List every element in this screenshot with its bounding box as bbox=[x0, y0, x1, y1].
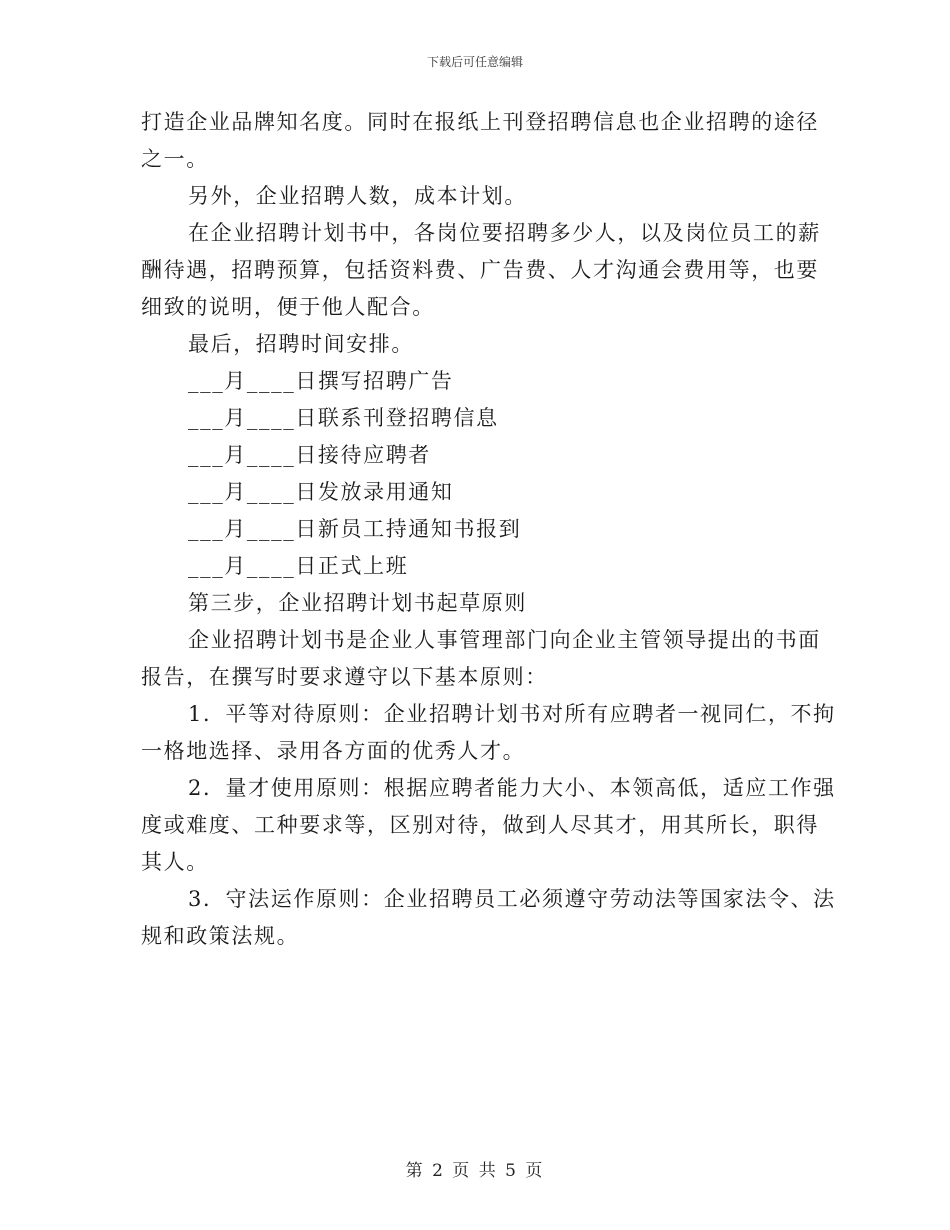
text-line: 规和政策法规。 bbox=[141, 924, 300, 948]
principle-line: 2．量才使用原则：根据应聘者能力大小、本领高低，适应工作强 bbox=[188, 776, 836, 800]
text-line: 酬待遇，招聘预算，包括资料费、广告费、人才沟通会费用等，也要 bbox=[141, 258, 819, 282]
page-footer: 第 2 页 共 5 页 bbox=[405, 1161, 545, 1181]
principle-line: 3．守法运作原则：企业招聘员工必须遵守劳动法等国家法令、法 bbox=[188, 887, 836, 911]
schedule-line: ___月____日发放录用通知 bbox=[188, 480, 454, 504]
text-line: 一格地选择、录用各方面的优秀人才。 bbox=[141, 739, 526, 763]
text-line: 其人。 bbox=[141, 850, 209, 874]
text-line: 细致的说明，便于他人配合。 bbox=[141, 295, 435, 319]
schedule-line: ___月____日接待应聘者 bbox=[188, 443, 431, 467]
schedule-line: ___月____日联系刊登招聘信息 bbox=[188, 406, 499, 430]
text-line: 之一。 bbox=[141, 147, 209, 171]
schedule-line: ___月____日新员工持通知书报到 bbox=[188, 517, 522, 541]
text-line: 在企业招聘计划书中，各岗位要招聘多少人，以及岗位员工的薪 bbox=[188, 221, 821, 245]
schedule-line: ___月____日撰写招聘广告 bbox=[188, 369, 454, 393]
text-line: 报告，在撰写时要求遵守以下基本原则： bbox=[141, 665, 548, 689]
document-body bbox=[141, 104, 836, 955]
text-line: 企业招聘计划书是企业人事管理部门向企业主管领导提出的书面 bbox=[188, 628, 821, 652]
section-heading: 第三步，企业招聘计划书起草原则 bbox=[188, 591, 527, 615]
text-line: 另外，企业招聘人数，成本计划。 bbox=[188, 184, 527, 208]
text-line: 度或难度、工种要求等，区别对待，做到人尽其才，用其所长，职得 bbox=[141, 813, 819, 837]
page-header: 下载后可任意编辑 bbox=[426, 55, 523, 69]
schedule-line: ___月____日正式上班 bbox=[188, 554, 409, 578]
text-line: 最后，招聘时间安排。 bbox=[188, 332, 414, 356]
text-line: 打造企业品牌知名度。同时在报纸上刊登招聘信息也企业招聘的途径 bbox=[141, 110, 819, 134]
principle-line: 1．平等对待原则：企业招聘计划书对所有应聘者一视同仁，不拘 bbox=[188, 702, 836, 726]
